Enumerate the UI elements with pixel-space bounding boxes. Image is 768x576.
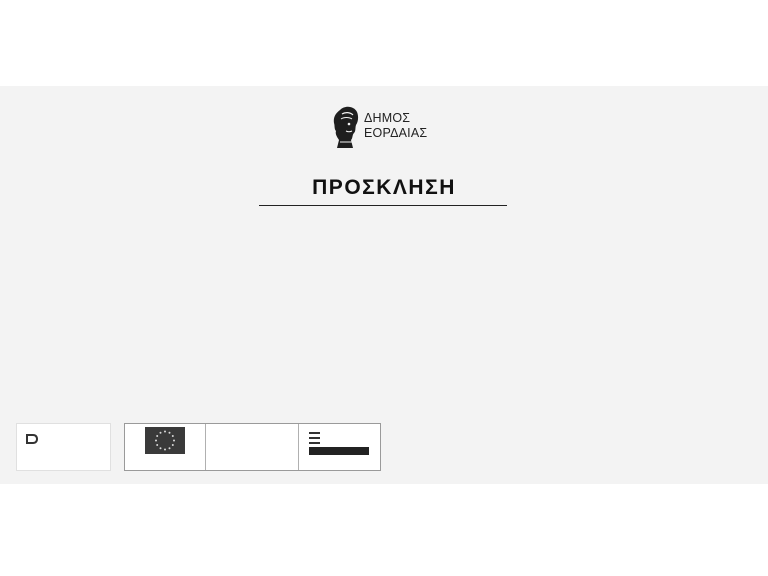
eu-flag-icon	[145, 427, 185, 454]
municipality-logo	[331, 104, 447, 152]
espa-logo	[299, 424, 380, 470]
municipality-name-line1: ΔΗΜΟΣ	[364, 111, 411, 125]
diadyma-mark-icon	[25, 432, 39, 446]
ancient-head-icon	[331, 104, 361, 152]
municipality-name	[364, 111, 427, 141]
espa-years	[309, 447, 369, 455]
invitation-sheet	[0, 86, 768, 484]
eu-logo-block	[125, 424, 206, 470]
funding-logos-panel	[124, 423, 381, 471]
municipality-name-line2: ΕΟΡΔΑΙΑΣ	[364, 126, 428, 140]
diadyma-logo	[16, 423, 111, 471]
operational-program-text	[206, 424, 299, 470]
title-underline	[259, 205, 507, 206]
espa-swoosh-icon	[309, 431, 325, 445]
page-title: ΠΡΟΣΚΛΗΣΗ	[312, 176, 456, 199]
